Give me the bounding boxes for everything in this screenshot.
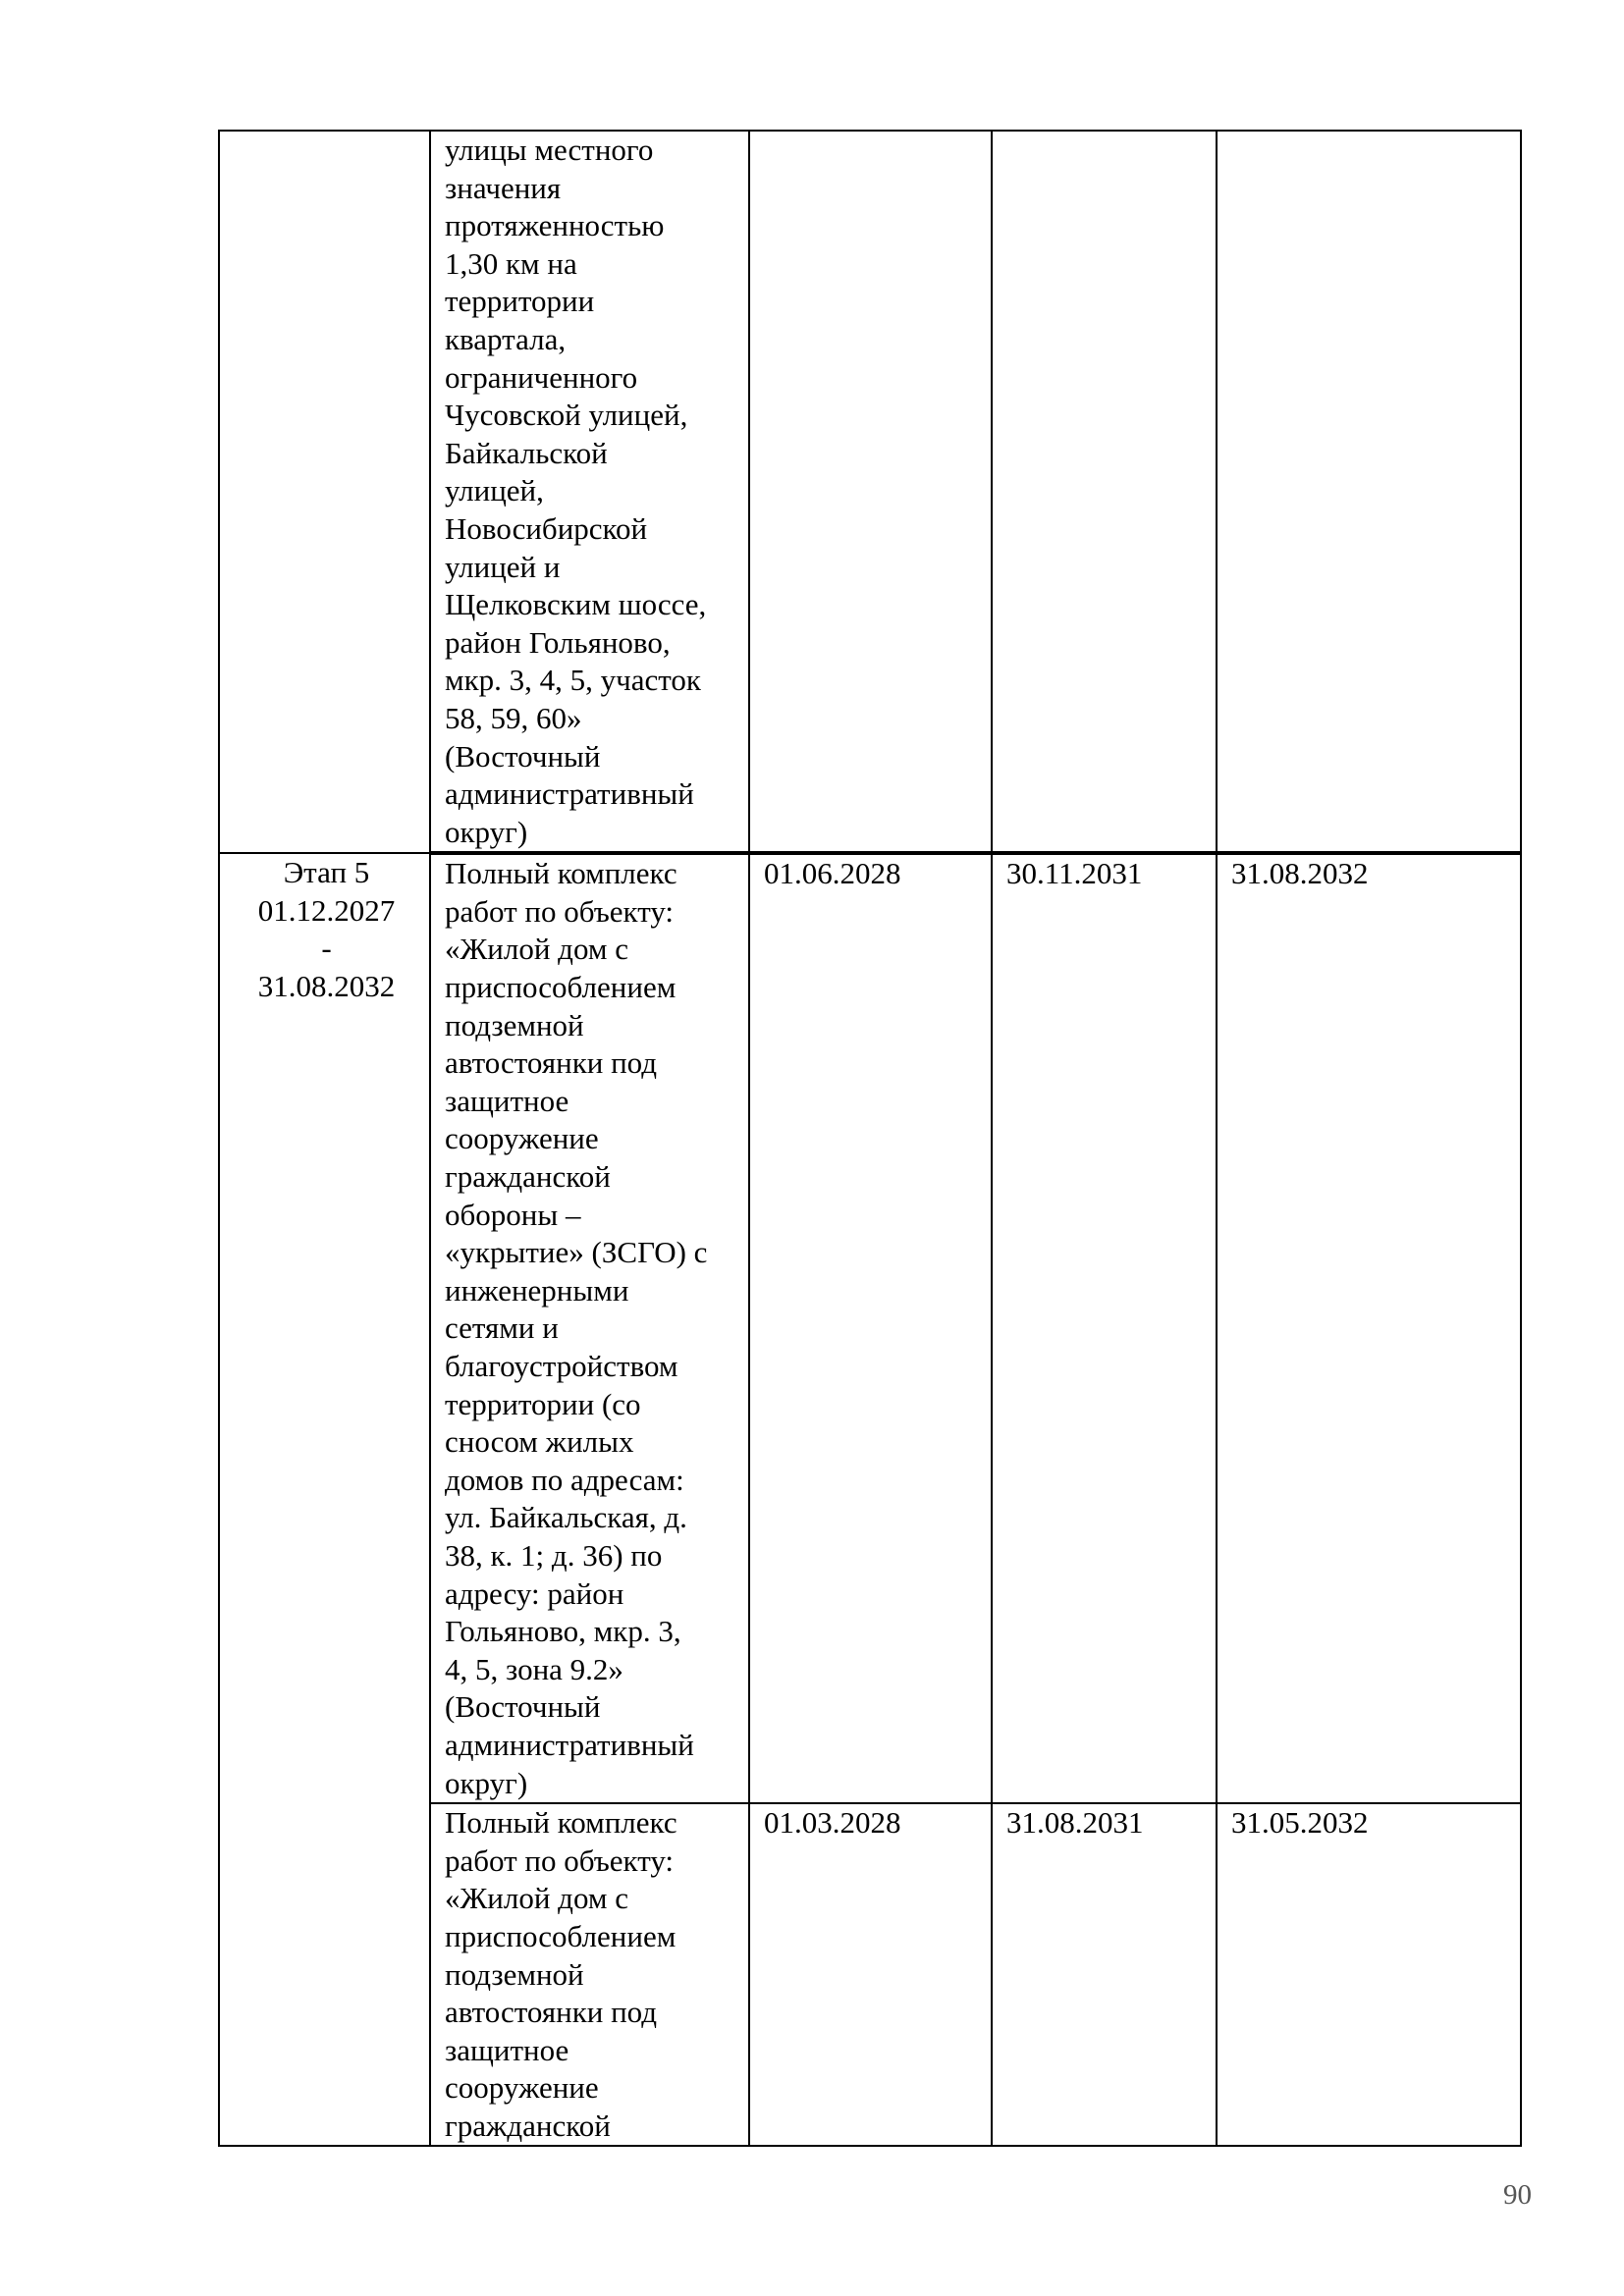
object-description: Полный комплекс работ по объекту: «Жилой дом с приспособлением подземной автостоянки под защитное сооружение гражданской обороны – «укрытие» (ЗСГО) с инженерными сетями и благоустройством территории (со сносом жилых домов по адресам: ул. Байкальская, д. 38, к. 1; д. 36) по адресу: район Гольяново, мкр. 3, 4, 5, зона 9.2» (Восточный административный округ): [445, 856, 708, 1800]
stage-date-separator: -: [321, 931, 332, 966]
table-row: [219, 131, 1521, 853]
object-description: Полный комплекс работ по объекту: «Жилой дом с приспособлением подземной автостоянки под защитное сооружение гражданской: [445, 1805, 677, 2143]
completion-date-cell: 31.05.2032: [1217, 1803, 1521, 2146]
stage-cell: [219, 853, 430, 2146]
page-number: 90: [1503, 2179, 1532, 2211]
start-date-cell: 01.03.2028: [749, 1803, 992, 2146]
object-description: улицы местного значения протяженностью 1,30 км на территории квартала, ограниченного Чусовской улицей, Байкальской улицей, Новосибирской улицей и Щелковским шоссе, район Гольяново, мкр. 3, 4, 5, участок 58, 59, 60» (Восточный административный округ): [445, 133, 707, 849]
stage-start-date: 01.12.2027: [257, 892, 396, 928]
commissioning-date-cell: 30.11.2031: [992, 853, 1217, 1803]
start-date-cell: 01.06.2028: [749, 853, 992, 1803]
commissioning-date-cell: [992, 131, 1217, 853]
object-description-cell: [430, 1803, 749, 2146]
object-description-cell: [430, 853, 749, 1803]
commissioning-date-cell: 31.08.2031: [992, 1803, 1217, 2146]
table-row: [219, 853, 1521, 1803]
completion-date-cell: 31.08.2032: [1217, 853, 1521, 1803]
stage-title: Этап 5: [283, 855, 370, 890]
start-date-cell: [749, 131, 992, 853]
stage-cell-empty: [219, 131, 430, 853]
schedule-table: [218, 130, 1522, 2147]
completion-date-cell: [1217, 131, 1521, 853]
stage-end-date: 31.08.2032: [257, 969, 396, 1004]
object-description-cell: [430, 131, 749, 853]
